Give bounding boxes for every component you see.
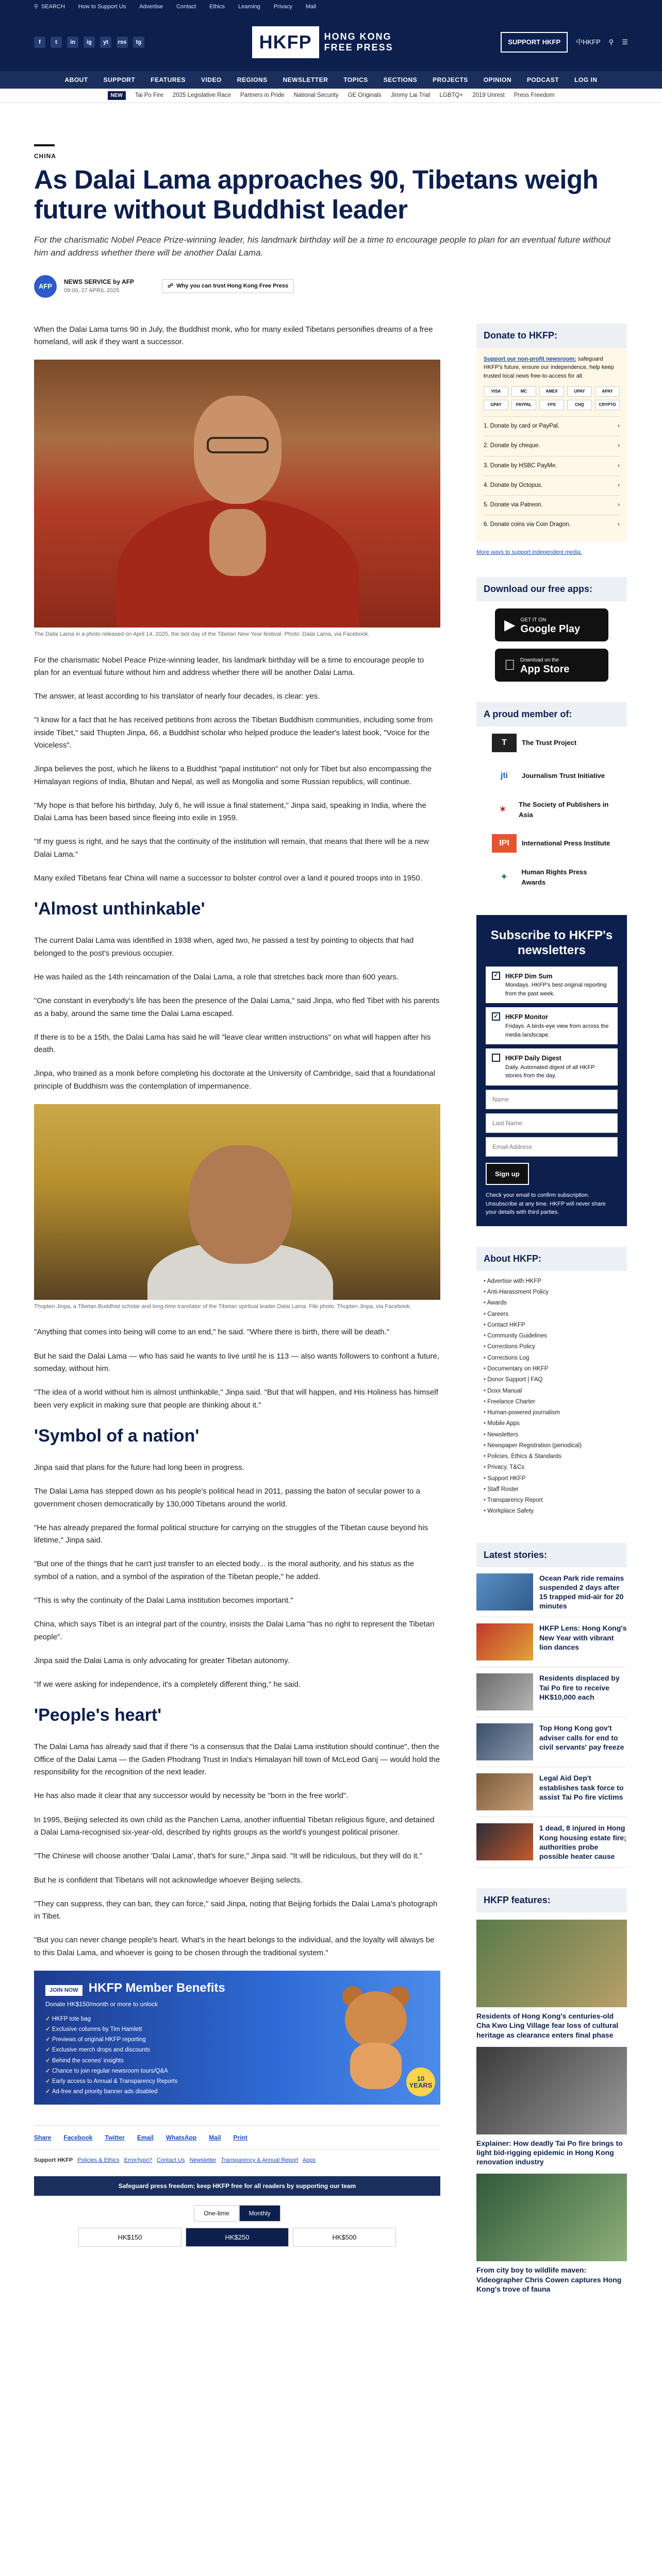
story-title: Top Hong Kong gov't adviser calls for end to civil servants' pay freeze bbox=[539, 1724, 624, 1751]
app-store-text bbox=[509, 656, 570, 675]
story-thumbnail bbox=[476, 1623, 533, 1660]
photo-hands bbox=[209, 509, 266, 576]
article-header bbox=[0, 103, 662, 298]
newsletter-option-text bbox=[505, 972, 611, 998]
donate-option[interactable] bbox=[484, 436, 620, 455]
new-badge: NEW bbox=[108, 91, 126, 100]
nav-sections[interactable]: SECTIONS bbox=[383, 76, 418, 83]
about-link[interactable]: • Freelance Charter bbox=[484, 1397, 620, 1408]
features-title: HKFP features: bbox=[476, 1888, 627, 1912]
donate-option-label: 3. Donate by HSBC PayMe. bbox=[484, 462, 557, 469]
feature-story[interactable] bbox=[476, 2047, 627, 2167]
benefit-item: ✓ HKFP tote bag bbox=[45, 2014, 429, 2024]
visa-icon: VISA bbox=[484, 386, 508, 397]
donate-body bbox=[476, 348, 627, 542]
nav-projects[interactable]: PROJECTS bbox=[433, 76, 468, 83]
paragraph: When the Dalai Lama turns 90 in July, the Buddhist monk, who for many exiled Tibetans personifies dreams of a free homeland, will ask if they want a successor. bbox=[34, 325, 433, 346]
about-link[interactable]: • Corrections Log bbox=[484, 1353, 620, 1364]
nav-about[interactable]: ABOUT bbox=[64, 76, 88, 83]
banner-subtitle: Donate HK$150/month or more to unlock bbox=[45, 2001, 158, 2008]
apple-big: App Store bbox=[509, 663, 559, 675]
byline bbox=[34, 275, 628, 298]
one-time-option[interactable]: One-time bbox=[194, 2205, 239, 2222]
about-link[interactable]: • Advertise with HKFP bbox=[484, 1276, 620, 1287]
nav-podcast[interactable]: PODCAST bbox=[526, 76, 559, 83]
amex-icon: AMEX bbox=[539, 386, 564, 397]
instagram-icon[interactable]: ig bbox=[84, 37, 95, 48]
chevron-right-icon: › bbox=[618, 521, 620, 528]
newsletter-option[interactable] bbox=[486, 1048, 618, 1086]
trending-link[interactable]: GE Originals bbox=[347, 92, 382, 98]
newsletter-title: Subscribe to HKFP's newsletters bbox=[490, 928, 613, 957]
sidebar bbox=[476, 324, 627, 2314]
donate-option[interactable] bbox=[484, 476, 620, 495]
logo-wordmark bbox=[324, 31, 393, 53]
category-rule bbox=[34, 144, 55, 146]
paragraph: "But you can never change people's heart. What's in the heart belongs to the individual, and the loyalty will always be to this Dalai Lama, and whoever is going to be chosen through the traditional system." bbox=[34, 1936, 435, 1957]
share-label: Share bbox=[34, 2134, 52, 2142]
donate-lead[interactable]: Support our non-profit newsroom: bbox=[484, 355, 576, 362]
payment-methods bbox=[484, 386, 620, 410]
newsletter-link[interactable]: Newsletter bbox=[189, 2157, 217, 2164]
member-name: Human Rights Press Awards bbox=[521, 868, 587, 886]
trending-bar bbox=[0, 89, 662, 103]
trending-link[interactable]: 2025 Legislative Race bbox=[172, 92, 231, 98]
anniversary-badge: 10 YEARS bbox=[406, 2067, 435, 2096]
article-title: As Dalai Lama approaches 90, Tibetans weigh future without Buddhist leader bbox=[34, 165, 599, 225]
article-category[interactable]: CHINA bbox=[34, 152, 56, 160]
paragraph: He has also made it clear that any successor would by necessity be "born in the free world". bbox=[34, 1791, 349, 1801]
logo-mark: HKFP bbox=[252, 26, 319, 58]
benefit-item: ✓ Exclusive merch drops and discounts bbox=[45, 2045, 429, 2055]
trust-link[interactable] bbox=[162, 279, 294, 293]
story-thumbnail bbox=[476, 1823, 533, 1860]
apps-link[interactable]: Apps bbox=[302, 2157, 316, 2164]
crypto-icon: CRYPTO bbox=[595, 400, 620, 410]
story-title: Legal Aid Dep't establishes task force to assist Tai Po fire victims bbox=[539, 1774, 624, 1801]
trending-link[interactable]: Partners in Pride bbox=[240, 92, 285, 98]
donate-text: safeguard HKFP's future, ensure our independence, help keep trusted local news free-to-access for all. bbox=[484, 355, 614, 379]
shield-icon: ☍ bbox=[168, 283, 174, 290]
utility-bar bbox=[0, 0, 662, 13]
benefit-item: ✓ Chance to join regular newsroom tours/Q&A bbox=[45, 2066, 429, 2076]
checkbox[interactable] bbox=[492, 1054, 500, 1062]
banner-title: HKFP Member Benefits bbox=[88, 1981, 225, 1995]
apps-title: Download our free apps: bbox=[476, 577, 627, 601]
feature-image bbox=[476, 2174, 627, 2261]
mastercard-icon: MC bbox=[511, 386, 536, 397]
feature-title: Residents of Hong Kong's centuries-old Cha Kwo Ling Village fear loss of cultural heritage as clearance enters final phase bbox=[476, 2012, 619, 2039]
telegram-icon[interactable]: tg bbox=[133, 37, 144, 48]
photo-glasses bbox=[207, 437, 269, 453]
story-thumbnail bbox=[476, 1573, 533, 1611]
chevron-right-icon: › bbox=[618, 443, 620, 449]
utility-link-learning[interactable]: Learning bbox=[238, 3, 260, 10]
feature-story[interactable] bbox=[476, 1920, 627, 2040]
donate-option-label: 4. Donate by Octopus. bbox=[484, 482, 543, 488]
about-link[interactable]: • Contact HKFP bbox=[484, 1320, 620, 1331]
newsletter-option[interactable] bbox=[486, 1007, 618, 1044]
social-icons bbox=[34, 37, 144, 48]
paragraph: "This is why the continuity of the Dalai Lama institution becomes important." bbox=[34, 1596, 293, 1605]
benefit-item: ✓ Previews of original HKFP reporting bbox=[45, 2035, 429, 2045]
apple-icon bbox=[504, 654, 515, 676]
about-link[interactable]: • Support HKFP bbox=[484, 1473, 620, 1484]
feature-title: Explainer: How deadly Tai Po fire brings to light bid-rigging epidemic in Hong Kong renovation industry bbox=[476, 2139, 623, 2166]
trust-project-icon: T bbox=[492, 734, 517, 752]
main-nav bbox=[0, 71, 662, 89]
paragraph: In 1995, Beijing selected its own child as the Panchen Lama, another influential Tibetan religious figure, and detained a Dalai Lama-recognised six-year-old, described by rights groups as the world's youngest political prisoner. bbox=[34, 1815, 435, 1837]
newsletter-option-text bbox=[505, 1012, 611, 1039]
newsletter-desc: Mondays. HKFP's best original reporting from the past week. bbox=[505, 982, 607, 997]
paragraph: Jinpa, who trained as a monk before completing his doctorate at the University of Cambridge, said that a foundational principle of Buddhism was the contemplation of impermanence. bbox=[34, 1069, 435, 1091]
donate-option[interactable] bbox=[484, 416, 620, 436]
paypal-icon: PAYPAL bbox=[511, 400, 536, 410]
twitter-icon[interactable]: t bbox=[51, 37, 62, 48]
paragraph: "But one of the things that he can't just transfer to an elected body... is the moral authority, and his status as the symbol of a nation, and a symbol of the aspiration of the Tibetan people," he added. bbox=[34, 1560, 415, 1581]
chevron-right-icon: › bbox=[618, 462, 620, 469]
member-logo[interactable] bbox=[476, 860, 627, 894]
latest-story[interactable] bbox=[476, 1567, 627, 1618]
newsletter-widget bbox=[476, 915, 627, 1226]
google-play-text bbox=[521, 616, 581, 634]
content-area bbox=[0, 324, 662, 2314]
story-thumbnail bbox=[476, 1773, 533, 1810]
email-field[interactable]: Email Address bbox=[486, 1137, 618, 1157]
support-links-label: Support HKFP bbox=[34, 2157, 73, 2164]
donate-option[interactable] bbox=[484, 495, 620, 515]
applepay-icon: APAY bbox=[595, 386, 620, 397]
support-hkfp-button[interactable]: SUPPORT HKFP bbox=[501, 32, 568, 53]
benefit-item: ✓ Behind the scenes' insights bbox=[45, 2056, 429, 2066]
paragraph: "Anything that comes into being will come to an end," he said. "Where there is birth, there will be death." bbox=[34, 1328, 390, 1337]
first-name-field[interactable]: Name bbox=[486, 1090, 618, 1109]
google-play-button[interactable] bbox=[495, 608, 608, 641]
app-store-button[interactable] bbox=[495, 649, 608, 682]
paragraph: But he is confident that Tibetans will not acknowledge whoever Beijing selects. bbox=[34, 1875, 303, 1885]
about-title: About HKFP: bbox=[476, 1247, 627, 1271]
trust-link-label: Why you can trust Hong Kong Free Press bbox=[176, 283, 289, 290]
header-actions bbox=[501, 32, 628, 53]
youtube-icon[interactable]: yt bbox=[100, 37, 111, 48]
rss-icon[interactable]: rss bbox=[117, 37, 128, 48]
donate-option-label: 6. Donate coins via Coin Dragon. bbox=[484, 521, 571, 528]
amount-options bbox=[34, 2228, 440, 2247]
utility-link-contact[interactable]: Contact bbox=[176, 3, 196, 10]
linkedin-icon[interactable]: in bbox=[67, 37, 78, 48]
search-icon[interactable]: ⚲ bbox=[608, 38, 614, 46]
donate-option[interactable] bbox=[484, 515, 620, 534]
about-link[interactable]: • Careers bbox=[484, 1309, 620, 1320]
trending-link[interactable]: National Security bbox=[293, 92, 339, 98]
about-link[interactable]: • Awards bbox=[484, 1298, 620, 1309]
latest-widget bbox=[476, 1543, 627, 1868]
jti-icon: jti bbox=[500, 771, 508, 781]
nav-features[interactable]: FEATURES bbox=[151, 76, 186, 83]
story-title: Ocean Park ride remains suspended 2 days after 15 trapped mid-air for 20 minutes bbox=[539, 1573, 624, 1611]
search-label: SEARCH bbox=[41, 3, 65, 10]
checkbox[interactable]: ✓ bbox=[492, 1012, 500, 1021]
members-title: A proud member of: bbox=[476, 702, 627, 726]
checkbox[interactable]: ✓ bbox=[492, 972, 500, 980]
facebook-icon[interactable]: f bbox=[34, 37, 45, 48]
chevron-right-icon: › bbox=[618, 502, 620, 509]
paragraph: The answer, at least according to his translator of nearly four decades, is clear: yes. bbox=[34, 692, 320, 701]
newsletter-name: HKFP Dim Sum bbox=[505, 972, 553, 980]
utility-link-privacy[interactable]: Privacy bbox=[273, 3, 292, 10]
apple-small: Download on the bbox=[509, 657, 549, 663]
member-logo[interactable] bbox=[476, 827, 627, 860]
newsletter-note: Check your email to confirm subscription. Unsubscribe at any time. HKFP will never share your details with third parties. bbox=[486, 1192, 606, 1216]
share-facebook[interactable]: Facebook bbox=[63, 2134, 93, 2142]
search-link[interactable]: ⚲ SEARCH bbox=[34, 3, 65, 11]
member-benefits-banner[interactable] bbox=[34, 1971, 440, 2105]
chevron-right-icon: › bbox=[618, 423, 620, 430]
paragraph: "My hope is that before his birthday, July 6, he will issue a final statement," Jinpa said, speaking in India, where the Dalai Lama has been based since fleeing into exile in 1959. bbox=[34, 801, 426, 823]
about-link[interactable]: • Donor Support | FAQ bbox=[484, 1375, 620, 1385]
share-bar bbox=[34, 2125, 440, 2150]
article-body bbox=[34, 324, 440, 2314]
amount-option[interactable]: HK$250 bbox=[186, 2228, 289, 2247]
trending-link[interactable]: Press Freedom bbox=[514, 92, 555, 98]
join-now-badge[interactable]: JOIN NOW bbox=[45, 1985, 82, 1996]
logo-line-2: FREE PRESS bbox=[324, 42, 393, 53]
menu-icon[interactable]: ☰ bbox=[622, 38, 628, 46]
member-name: The Trust Project bbox=[522, 739, 577, 747]
share-mail[interactable]: Mail bbox=[209, 2134, 221, 2142]
sign-up-button[interactable]: Sign up bbox=[486, 1163, 529, 1185]
feature-image bbox=[476, 2047, 627, 2134]
monthly-option[interactable]: Monthly bbox=[239, 2205, 280, 2222]
newsletter-name: HKFP Monitor bbox=[505, 1013, 549, 1021]
bear-body bbox=[350, 2043, 402, 2089]
newsletter-desc: Daily. Automated digest of all HKFP stories from the day. bbox=[505, 1064, 595, 1079]
policies-link[interactable]: Policies & Ethics bbox=[77, 2157, 120, 2164]
chevron-right-icon: › bbox=[618, 482, 620, 488]
section-heading: 'Symbol of a nation' bbox=[34, 1426, 200, 1446]
site-logo[interactable] bbox=[252, 26, 393, 58]
utility-link-advertise[interactable]: Advertise bbox=[139, 3, 163, 10]
paragraph: "The Chinese will choose another 'Dalai Lama', that's for sure," Jinpa said. "It will be ridiculous, but they will do it." bbox=[34, 1852, 422, 1861]
paragraph: China, which says Tibet is an integral part of the country, insists the Dalai Lama "has no right to represent the Tibetan people". bbox=[34, 1620, 435, 1641]
googlepay-icon: GPAY bbox=[484, 400, 508, 410]
members-widget bbox=[476, 702, 627, 894]
about-link[interactable]: • Community Guidelines bbox=[484, 1331, 620, 1342]
nav-video[interactable]: VIDEO bbox=[201, 76, 222, 83]
share-whatsapp[interactable]: WhatsApp bbox=[166, 2134, 197, 2142]
byline-text bbox=[64, 277, 134, 295]
benefit-item: ✓ Early access to Annual & Transparency Reports bbox=[45, 2076, 429, 2087]
nav-support[interactable]: SUPPORT bbox=[103, 76, 136, 83]
paragraph: "The idea of a world without him is almost unthinkable," Jinpa said. "But that will happen, and His Holiness has himself been very explicit in making sure that people are thinking about it." bbox=[34, 1388, 438, 1410]
chinese-site-link[interactable]: 中HKFP bbox=[576, 38, 601, 46]
nav-topics[interactable]: TOPICS bbox=[343, 76, 368, 83]
amount-option[interactable]: HK$500 bbox=[293, 2228, 396, 2247]
donate-option-label: 5. Donate via Patreon. bbox=[484, 502, 543, 509]
about-list bbox=[476, 1271, 627, 1522]
paragraph: The Dalai Lama has already said that if there "is a consensus that the Dalai Lama institution should continue", then the Office of the Dalai Lama — the Gaden Phodrang Trust in India's Himalayan hill town of McLeod Ganj — would hold the responsibility for the recognition of the next leader. bbox=[34, 1742, 440, 1777]
paragraph: "I know for a fact that he has received petitions from across the Tibetan Buddhism communities, including some from inside Tibet," said Thupten Jinpa, 66, a Buddhist scholar who helped produce the leader's latest book, "Voice for the Voiceless". bbox=[34, 716, 433, 750]
feature-image bbox=[476, 1920, 627, 2007]
about-link[interactable]: • Staff Roster bbox=[484, 1484, 620, 1495]
story-thumbnail bbox=[476, 1673, 533, 1710]
paragraph: If there is to be a 15th, the Dalai Lama has said he will "leave clear written instructions" on what will happen after his death. bbox=[34, 1032, 431, 1055]
google-small: GET IT ON bbox=[520, 617, 547, 623]
about-link[interactable]: • Newsletters bbox=[484, 1430, 620, 1440]
paragraph: "If my guess is right, and he says that the continuity of the institution will remain, that means that there will be a new Dalai Lama." bbox=[34, 837, 429, 859]
newsletter-name: HKFP Daily Digest bbox=[505, 1055, 561, 1062]
bear-head bbox=[345, 1991, 407, 2048]
latest-title: Latest stories: bbox=[476, 1543, 627, 1567]
member-name: Journalism Trust Initiative bbox=[522, 772, 605, 780]
author-avatar[interactable]: AFP bbox=[34, 275, 57, 298]
section-heading: 'Almost unthinkable' bbox=[34, 899, 205, 919]
photo-person bbox=[189, 1145, 292, 1264]
utility-link-ethics[interactable]: Ethics bbox=[209, 3, 225, 10]
logo-line-1: HONG KONG bbox=[324, 31, 392, 42]
newsletter-desc: Fridays. A birds-eye view from across the media landscape. bbox=[505, 1023, 609, 1038]
paragraph: "One constant in everybody's life has been the presence of the Dalai Lama," said Jinpa, who fled Tibet with his parents as a baby, around the same time the Dalai Lama escaped. bbox=[34, 996, 440, 1018]
donate-option[interactable] bbox=[484, 456, 620, 476]
dalai-lama-photo[interactable] bbox=[34, 360, 440, 628]
section-heading: 'People's heart' bbox=[34, 1705, 162, 1725]
paragraph: Jinpa said that plans for the future had long been in progress. bbox=[34, 1463, 244, 1472]
story-thumbnail bbox=[476, 1723, 533, 1760]
paragraph: Jinpa said the Dalai Lama is only advocating for greater Tibetan autonomy. bbox=[34, 1656, 290, 1665]
features-widget bbox=[476, 1888, 627, 2294]
benefit-item: ✓ Ad-free and priority banner ads disabled bbox=[45, 2087, 429, 2097]
story-title: Residents displaced by Tai Po fire to receive HK$10,000 each bbox=[539, 1674, 620, 1701]
fps-icon: FPS bbox=[539, 400, 564, 410]
share-email[interactable]: Email bbox=[137, 2134, 154, 2142]
google-big: Google Play bbox=[520, 623, 581, 635]
paragraph: "If we were asking for independence, it's a completely different thing," he said. bbox=[34, 1680, 301, 1689]
ipi-icon: IPI bbox=[492, 834, 517, 853]
sopa-icon: ✶ bbox=[499, 805, 506, 814]
latest-story[interactable] bbox=[476, 1617, 627, 1667]
about-link[interactable]: • Documentary on HKFP bbox=[484, 1364, 620, 1375]
story-title: HKFP Lens: Hong Kong's New Year with vibrant lion dances bbox=[539, 1624, 627, 1651]
about-link[interactable]: • Corrections Policy bbox=[484, 1342, 620, 1352]
paragraph: The current Dalai Lama was identified in 1938 when, aged two, he passed a test by pointing to objects that had belonged to the post's previous occupier. bbox=[34, 936, 414, 958]
donate-option-label: 2. Donate by cheque. bbox=[484, 443, 540, 449]
about-link[interactable]: • Policies, Ethics & Standards bbox=[484, 1451, 620, 1462]
publish-date: 09:00, 27 APRIL 2025 bbox=[64, 287, 120, 294]
thupten-jinpa-photo[interactable] bbox=[34, 1104, 440, 1300]
newsletter-option-text bbox=[505, 1054, 611, 1080]
paragraph: Many exiled Tibetans fear China will name a successor to bolster control over a land it poured troops into in 1950. bbox=[34, 874, 422, 883]
about-link[interactable]: • Doxx Manual bbox=[484, 1386, 620, 1397]
story-title: 1 dead, 8 injured in Hong Kong housing estate fire; authorities probe possible heater cause bbox=[539, 1824, 626, 1861]
share-twitter[interactable]: Twitter bbox=[105, 2134, 125, 2142]
nav-newsletter[interactable]: NEWSLETTER bbox=[283, 76, 328, 83]
about-link[interactable]: • Workplace Safety bbox=[484, 1506, 620, 1517]
paragraph: "He has already prepared the formal political structure for carrying on the struggles of the Tibetan cause beyond his lifetime," Jinpa said. bbox=[34, 1523, 428, 1545]
contact-link[interactable]: Contact Us bbox=[157, 2157, 185, 2164]
nav-opinion[interactable]: OPINION bbox=[483, 76, 511, 83]
safeguard-banner[interactable]: Safeguard press freedom; keep HKFP free for all readers by supporting our team bbox=[34, 2176, 440, 2196]
donate-option-label: 1. Donate by card or PayPal. bbox=[484, 423, 560, 430]
utility-link-support[interactable]: How to Support Us bbox=[78, 3, 126, 10]
about-link[interactable]: • Privacy, T&Cs bbox=[484, 1462, 620, 1473]
member-logo[interactable] bbox=[476, 759, 627, 792]
about-widget bbox=[476, 1247, 627, 1522]
donate-widget bbox=[476, 324, 627, 557]
member-logo[interactable] bbox=[476, 792, 627, 827]
photo-caption: Thupten Jinpa, a Tibetan Buddhist scholar and long-time translator of the Tibetan spiritual leader Dalai Lama. File photo: Thupten Jinpa, via Facebook. bbox=[34, 1303, 411, 1310]
unionpay-icon: UPAY bbox=[567, 386, 592, 397]
donate-title: Donate to HKFP: bbox=[476, 324, 627, 348]
site-header bbox=[0, 13, 662, 71]
newsletter-option[interactable] bbox=[486, 967, 618, 1004]
paragraph: The Dalai Lama has stepped down as his people's political head in 2011, passing the baton of secular power to a government chosen democratically by 130,000 Tibetans around the world. bbox=[34, 1487, 420, 1509]
paragraph: "They can suppress, they can ban, they can force," said Jinpa, noting that Beijing forbids the Dalai Lama's photograph in Tibet. bbox=[34, 1899, 438, 1921]
trending-link[interactable]: Tai Po Fire bbox=[135, 92, 163, 98]
play-icon: ▶ bbox=[504, 617, 516, 633]
latest-story[interactable] bbox=[476, 1717, 627, 1767]
paragraph: Jinpa believes the post, which he likens to a Buddhist "papal institution" not only for Tibet but also encompassing the Himalayan regions of India, Bhutan and Nepal, as well as Mongolia and some Russian republics, will continue. bbox=[34, 765, 432, 786]
frequency-toggle bbox=[34, 2205, 440, 2222]
support-links bbox=[34, 2156, 440, 2165]
hrpa-icon: ✦ bbox=[500, 872, 508, 882]
paragraph: For the charismatic Nobel Peace Prize-winning leader, his landmark birthday will be a time to encourage people to plan for an eventual future without him and address whether there will be another Dalai Lama. bbox=[34, 655, 424, 677]
apps-widget bbox=[476, 577, 627, 682]
feature-title: From city boy to wildlife maven: Videographer Chris Cowen captures Hong Kong's trove of fauna bbox=[476, 2266, 622, 2293]
transparency-link[interactable]: Transparency & Annual Report bbox=[221, 2157, 299, 2164]
about-link[interactable]: • Newspaper Registration (periodical) bbox=[484, 1440, 620, 1451]
cheque-icon: CHQ bbox=[567, 400, 592, 410]
last-name-field[interactable]: Last Name bbox=[486, 1113, 618, 1133]
member-logo[interactable] bbox=[476, 726, 627, 759]
about-link[interactable]: • Human-powered journalism bbox=[484, 1408, 620, 1418]
share-print[interactable]: Print bbox=[233, 2134, 247, 2142]
nav-login[interactable]: LOG IN bbox=[574, 76, 598, 83]
utility-link-mail[interactable]: Mail bbox=[305, 3, 317, 10]
photo-caption: The Dalai Lama in a photo released on April 14, 2025, the last day of the Tibetan New Year festival. Photo: Dalai Lama, via Facebook. bbox=[34, 631, 370, 638]
member-name: International Press Institute bbox=[522, 839, 610, 848]
member-name: The Society of Publishers in Asia bbox=[519, 801, 609, 819]
error-link[interactable]: Error/typo? bbox=[124, 2157, 153, 2164]
latest-story[interactable] bbox=[476, 1817, 627, 1868]
benefit-item: ✓ Exclusive columns by Tim Hamlett bbox=[45, 2024, 429, 2035]
trending-link[interactable]: Jimmy Lai Trial bbox=[390, 92, 431, 98]
nav-regions[interactable]: REGIONS bbox=[237, 76, 268, 83]
donate-options bbox=[484, 416, 620, 535]
author-name[interactable]: NEWS SERVICE by AFP bbox=[64, 278, 135, 286]
trending-link[interactable]: 2019 Unrest bbox=[472, 92, 505, 98]
more-ways-link[interactable]: More ways to support independent media. bbox=[476, 549, 582, 555]
latest-story[interactable] bbox=[476, 1767, 627, 1817]
amount-option[interactable]: HK$150 bbox=[78, 2228, 181, 2247]
about-link[interactable]: • Transparency Report bbox=[484, 1495, 620, 1506]
feature-story[interactable] bbox=[476, 2174, 627, 2294]
article-dek: For the charismatic Nobel Peace Prize-winning leader, his landmark birthday will be a time to encourage people to plan for an eventual future without him and address whether there will be another Dalai Lama. bbox=[34, 235, 610, 258]
trending-link[interactable]: LGBTQ+ bbox=[439, 92, 464, 98]
latest-story[interactable] bbox=[476, 1667, 627, 1717]
paragraph: But he said the Dalai Lama — who has said he wants to live until he is 113 — also wants followers to confront a future, someday, without him. bbox=[34, 1351, 439, 1374]
paragraph: He was hailed as the 14th reincarnation of the Dalai Lama, a role that stretches back more than 600 years. bbox=[34, 972, 399, 981]
about-link[interactable]: • Mobile Apps bbox=[484, 1418, 620, 1429]
about-link[interactable]: • Anti-Harassment Policy bbox=[484, 1287, 620, 1298]
